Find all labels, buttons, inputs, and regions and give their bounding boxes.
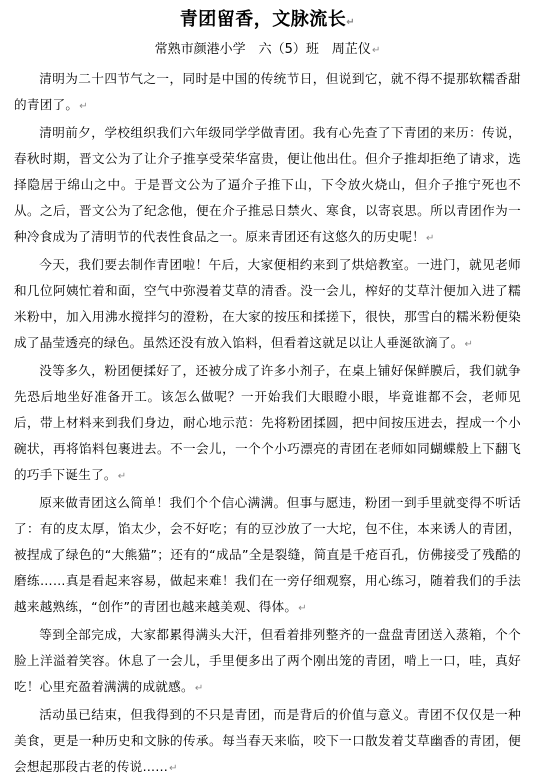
paragraph-5 bbox=[14, 490, 521, 622]
paragraph-mark-icon: ↵ bbox=[79, 101, 88, 112]
paragraph-text: 活动虽已结束，但我得到的不只是青团，而是背后的价值与意义。青团不仅仅是一种美食，更是一种历史和文脉的传承。每当春天来临，咬下一口散发着艾草幽香的青团，便会想起那段古老的传说…… bbox=[14, 707, 521, 774]
paragraph-text: 等到全部完成，大家都累得满头大汗，但看着排列整齐的一盘盘青团送入蒸箱，个个脸上洋溢着笑容。休息了一会儿，手里便多出了两个刚出笼的青团，啃上一口，哇，真好吃！心里充盈着满满的成就感。 bbox=[14, 627, 521, 694]
paragraph-1 bbox=[14, 66, 521, 120]
author-byline bbox=[14, 39, 521, 62]
paragraph-mark-icon: ↵ bbox=[426, 233, 435, 244]
paragraph-text: 今天，我们要去制作青团啦！午后，大家便相约来到了烘焙教室。一进门，就见老师和几位阿姨忙着和面，空气中弥漫着艾草的清香。没一会儿，榨好的艾草汁便加入进了糯米粉中，加入用沸水搅拌匀的澄粉，在大家的按压和揉搓下，很快，那雪白的糯米粉便染成了晶莹透亮的绿色。虽然还没有放入馅料，但看着这就足以让人垂涎欲滴了。 bbox=[14, 257, 521, 350]
page-title bbox=[14, 6, 521, 37]
paragraph-text: 清明前夕，学校组织我们六年级同学学做青团。我有心先查了下青团的来历：传说，春秋时期，晋文公为了让介子推享受荣华富贵，便让他出仕。但介子推却拒绝了请求，选择隐居于绵山之中。于是晋文公为了逼介子推下山，下令放火烧山，但介子推宁死也不从。之后，晋文公为了纪念他，便在介子推忌日禁火、寒食，以寄哀思。所以青团作为一种冷食成为了清明节的代表性食品之一。原来青团还有这悠久的历史呢！ bbox=[14, 125, 521, 244]
paragraph-mark-icon: ↵ bbox=[117, 471, 127, 482]
paragraph-2 bbox=[14, 120, 521, 252]
paragraph-text: 清明为二十四节气之一，同时是中国的传统节日，但说到它，就不得不提那软糯香甜的青团了。 bbox=[14, 71, 521, 112]
paragraph-6 bbox=[14, 622, 521, 702]
paragraph-text: 原来做青团这么简单！我们个个信心满满。但事与愿违，粉团一到手里就变得不听话了：有的皮太厚，馅太少，会不好吃；有的豆沙放了一大坨，包不住，本来诱人的青团，被捏成了绿色的“大熊猫”；还有的“成品”全是裂缝，简直是千疮百孔，仿佛接受了残酷的磨练……真是看起来容易，做起来难！我们在一旁仔细观察，用心练习，随着我们的手法越来越熟练，“创作”的青团也越来越美观、得体。 bbox=[14, 495, 521, 614]
paragraph-mark-icon: ↵ bbox=[346, 17, 356, 28]
paragraph-text: 没等多久，粉团便揉好了，还被分成了许多小剂子，在桌上铺好保鲜膜后，我们就争先恐后地坐好准备开工。该怎么做呢？一开始我们大眼瞪小眼，毕竟谁都不会，老师见后，带上材料来到我们身边，耐心地示范：先将粉团揉圆，把中间按压进去，捏成一个小碗状，再将馅料包裹进去。不一会儿，一个个小巧漂亮的青团在老师如同蝴蝶般上下翻飞的巧手下诞生了。 bbox=[14, 363, 521, 482]
paragraph-mark-icon: ↵ bbox=[169, 763, 178, 774]
paragraph-mark-icon: ↵ bbox=[464, 339, 474, 350]
paragraph-mark-icon: ↵ bbox=[194, 683, 204, 694]
paragraph-mark-icon: ↵ bbox=[298, 603, 307, 614]
paragraph-7 bbox=[14, 702, 521, 782]
paragraph-mark-icon: ↵ bbox=[371, 45, 381, 56]
paragraph-3 bbox=[14, 252, 521, 358]
paragraph-4 bbox=[14, 358, 521, 490]
byline-text: 常熟市颜港小学 六（5）班 周芷仪 bbox=[154, 42, 371, 57]
title-text: 青团留香，文脉流长 bbox=[179, 9, 347, 30]
